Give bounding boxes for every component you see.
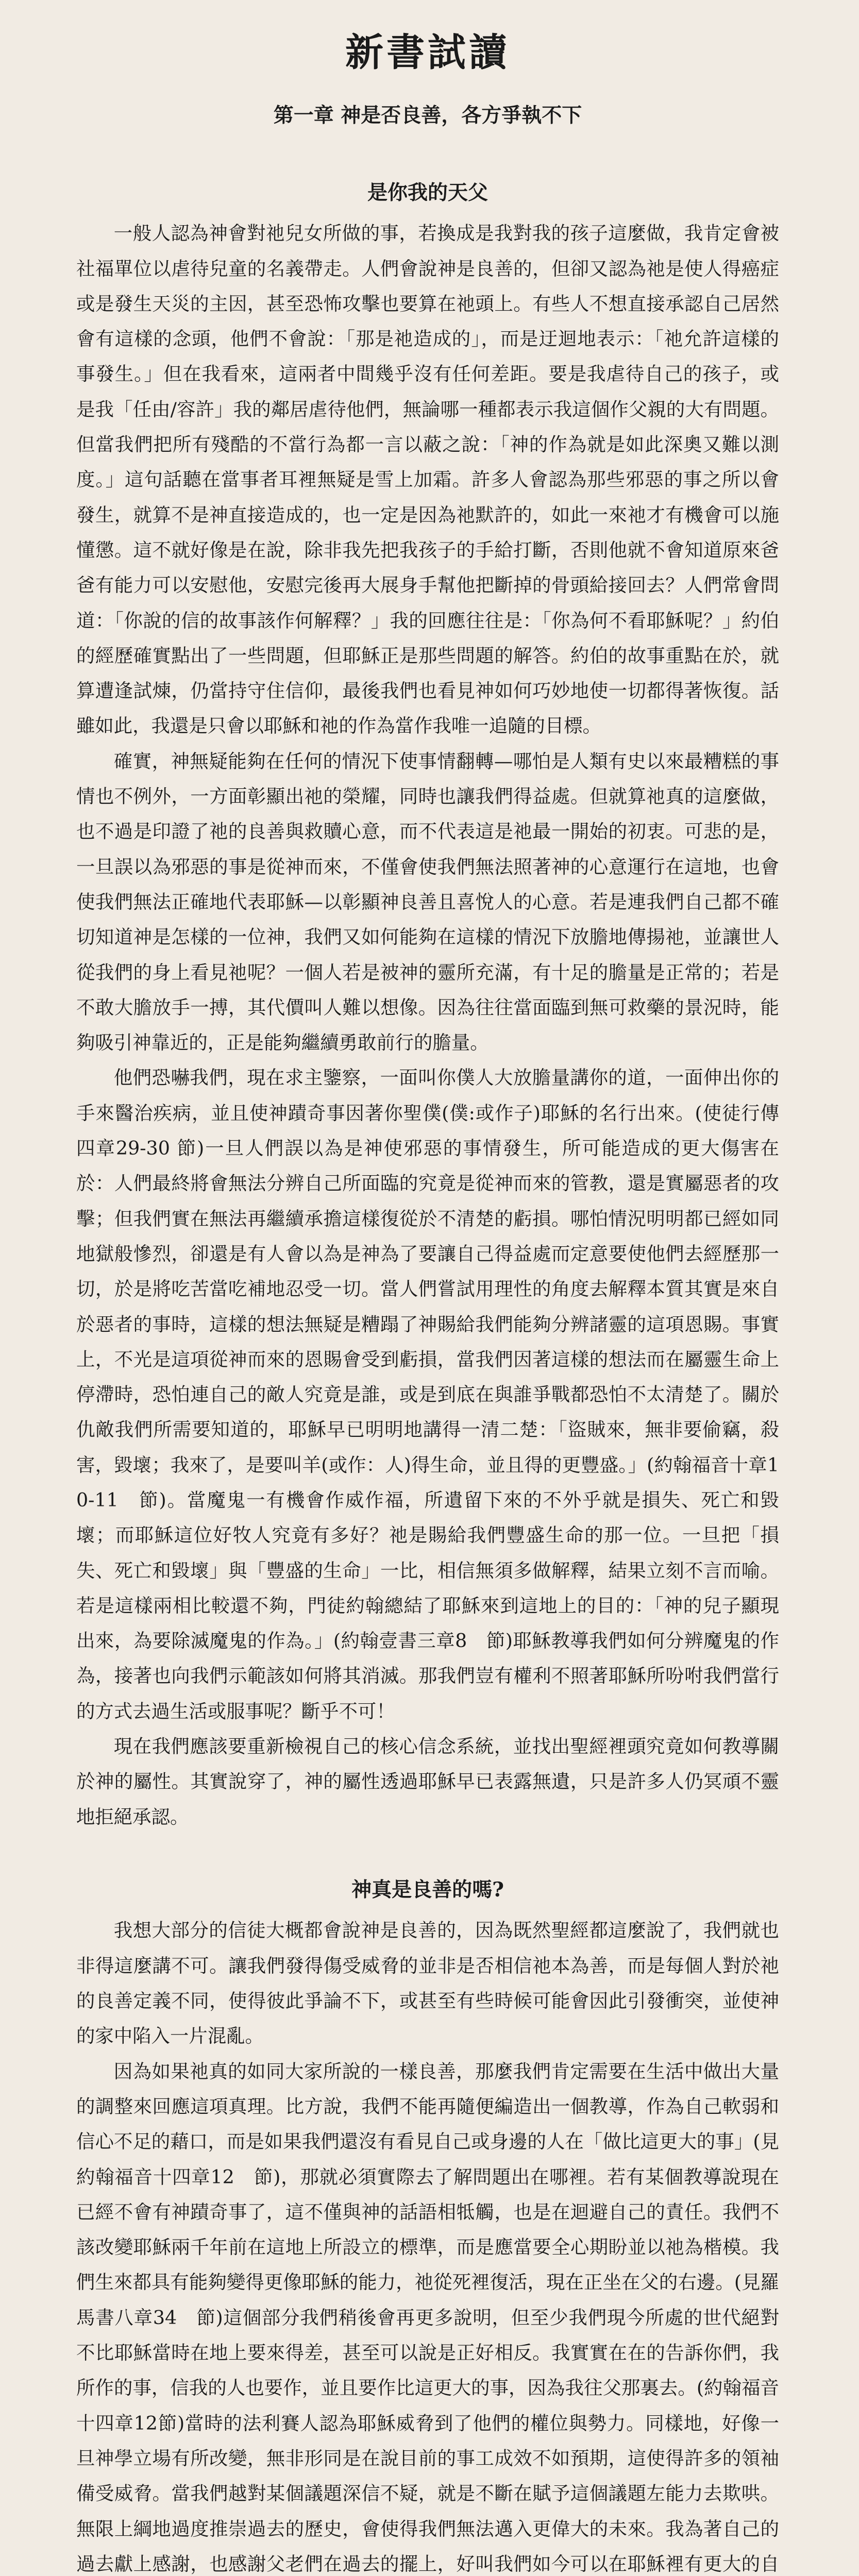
section-heading: 是你我的天父 bbox=[367, 180, 488, 205]
page-title: 新書試讀 bbox=[345, 30, 510, 75]
paragraph: 現在我們應該要重新檢視自己的核心信念系統，並找出聖經裡頭究竟如何教導關於神的屬性。其實說穿了，神的屬性透過耶穌早已表露無遺，只是許多人仍冥頑不靈地拒絕承認。 bbox=[76, 1735, 779, 1828]
paragraph: 確實，神無疑能夠在任何的情況下使事情翻轉—哪怕是人類有史以來最糟糕的事情也不例外，一方面彰顯出祂的榮耀，同時也讓我們得益處。但就算祂真的這麼做，也不過是印證了祂的良善與救贖心意，而不代表這是祂最一開始的初衷。可悲的是，一旦誤以為邪惡的事是從神而來，不僅會使我們無法照著神的心意運行在這地，也會使我們無法正確地代表耶穌—以彰顯神良善且喜悅人的心意。若是連我們自己都不確切知道神是怎樣的一位神，我們又如何能夠在這樣的情況下放膽地傳揚祂，並讓世人從我們的身上看見祂呢？一個人若是被神的靈所充滿，有十足的膽量是正常的；若是不敢大膽放手一搏，其代價叫人難以想像。因為往往當面臨到無可救藥的景況時，能夠吸引神靠近的，正是能夠繼續勇敢前行的膽量。 bbox=[76, 750, 779, 1054]
section-2 bbox=[76, 1875, 779, 2576]
paragraph: 一般人認為神會對祂兒女所做的事，若換成是我對我的孩子這麼做，我肯定會被社福單位以虐待兒童的名義帶走。人們會說神是良善的，但卻又認為祂是使人得癌症或是發生天災的主因，甚至恐怖攻擊也要算在祂頭上。有些人不想直接承認自己居然會有這樣的念頭，他們不會說：「那是祂造成的」，而是迂迴地表示：「祂允許這樣的事發生。」但在我看來，這兩者中間幾乎沒有任何差距。要是我虐待自己的孩子，或是我「任由/容許」我的鄰居虐待他們，無論哪一種都表示我這個作父親的大有問題。但當我們把所有殘酷的不當行為都一言以蔽之說：「神的作為就是如此深奧又難以測度。」這句話聽在當事者耳裡無疑是雪上加霜。許多人會認為那些邪惡的事之所以會發生，就算不是神直接造成的，也一定是因為祂默許的，如此一來祂才有機會可以施懂懲。這不就好像是在說，除非我先把我孩子的手給打斷，否則他就不會知道原來爸爸有能力可以安慰他，安慰完後再大展身手幫他把斷掉的骨頭給接回去？人們常會問道：「你說的信的故事該作何解釋？」我的回應往往是：「你為何不看耶穌呢？」約伯的經歷確實點出了一些問題，但耶穌正是那些問題的解答。約伯的故事重點在於，就算遭逢試煉，仍當持守住信仰，最後我們也看見神如何巧妙地使一切都得著恢復。話雖如此，我還是只會以耶穌和祂的作為當作我唯一追隨的目標。 bbox=[76, 222, 779, 737]
paragraph: 他們恐嚇我們，現在求主鑒察，一面叫你僕人大放膽量講你的道，一面伸出你的手來醫治疾病，並且使神蹟奇事因著你聖僕(僕:或作子)耶穌的名行出來。(使徒行傳四章29-30 節)一旦人們誤以為是神使邪惡的事情發生，所可能造成的更大傷害在於：人們最終將會無法分辨自己所面臨的究竟是從神而來的管教，還是實屬惡者的攻擊；但我們實在無法再繼續承擔這樣復從於不清楚的虧損。哪怕情況明明都已經如同地獄般慘烈，卻還是有人會以為是神為了要讓自己得益處而定意要使他們去經歷那一切，於是將吃苦當吃補地忍受一切。當人們嘗試用理性的角度去解釋本質其實是來自於惡者的事時，這樣的想法無疑是糟蹋了神賜給我們能夠分辨諸靈的這項恩賜。事實上，不光是這項從神而來的恩賜會受到虧損，當我們因著這樣的想法而在屬靈生命上停滯時，恐怕連自己的敵人究竟是誰，或是到底在與誰爭戰都恐怕不太清楚了。關於仇敵我們所需要知道的，耶穌早已明明地講得一清二楚：「盜賊來，無非要偷竊，殺害，毀壞；我來了，是要叫羊(或作：人)得生命，並且得的更豐盛。」(約翰福音十章10-11 節)。當魔鬼一有機會作威作福，所遺留下來的不外乎就是損失、死亡和毀壞；而耶穌這位好牧人究竟有多好？祂是賜給我們豐盛生命的那一位。一旦把「損失、死亡和毀壞」與「豐盛的生命」一比，相信無須多做解釋，結果立刻不言而喻。若是這樣兩相比較還不夠，門徒約翰總結了耶穌來到這地上的目的：「神的兒子顯現出來，為要除滅魔鬼的作為。」(約翰壹書三章8 節)耶穌教導我們如何分辨魔鬼的作為，接著也向我們示範該如何將其消滅。那我們豈有權利不照著耶穌所吩咐我們當行的方式去過生活或服事呢？斷乎不可！ bbox=[76, 1066, 779, 1722]
chapter-heading: 第一章 神是否良善，各方爭執不下 bbox=[273, 103, 582, 127]
paragraph: 我想大部分的信徒大概都會說神是良善的，因為既然聖經都這麼說了，我們就也非得這麼講不可。讓我們發得傷受威脅的並非是否相信祂本為善，而是每個人對於祂的良善定義不同，使得彼此爭論不下，或甚至有些時候可能會因此引發衝突，並使神的家中陷入一片混亂。 bbox=[76, 1919, 779, 2047]
section-1 bbox=[76, 178, 779, 1835]
paragraph: 因為如果祂真的如同大家所說的一樣良善，那麼我們肯定需要在生活中做出大量的調整來回應這項真理。比方說，我們不能再隨便編造出一個教導，作為自己軟弱和信心不足的藉口，而是如果我們還沒有看見自己或身邊的人在「做比這更大的事」(見約翰福音十四章12 節)，那就必須實際去了解問題出在哪裡。若有某個教導說現在已經不會有神蹟奇事了，這不僅與神的話語相牴觸，也是在迴避自己的責任。我們不該改變耶穌兩千年前在這地上所設立的標準，而是應當要全心期盼並以祂為楷模。我們生來都具有能夠變得更像耶穌的能力，祂從死裡復活，現在正坐在父的右邊。(見羅馬書八章34 節)這個部分我們稍後會再更多說明，但至少我們現今所處的世代絕對不比耶穌當時在地上要來得差，甚至可以說是正好相反。我實實在在的告訴你們，我所作的事，信我的人也要作，並且要作比這更大的事，因為我往父那裏去。(約翰福音十四章12節)當時的法利賽人認為耶穌威脅到了他們的權位與勢力。同樣地，好像一旦神學立場有所改變，無非形同是在說目前的事工成效不如預期，這使得許多的領袖備受威脅。當我們越對某個議題深信不疑，就是不斷在賦予這個議題左能力去欺哄。無限上綱地過度推崇過去的歷史，會使得我們無法邁入更偉大的未來。我為著自己的過去獻上感謝，也感謝父老們在過去的擺上，好叫我們如今可以在耶穌裡有更大的自 bbox=[76, 2060, 779, 2575]
section-heading: 神真是良善的嗎? bbox=[351, 1877, 504, 1902]
